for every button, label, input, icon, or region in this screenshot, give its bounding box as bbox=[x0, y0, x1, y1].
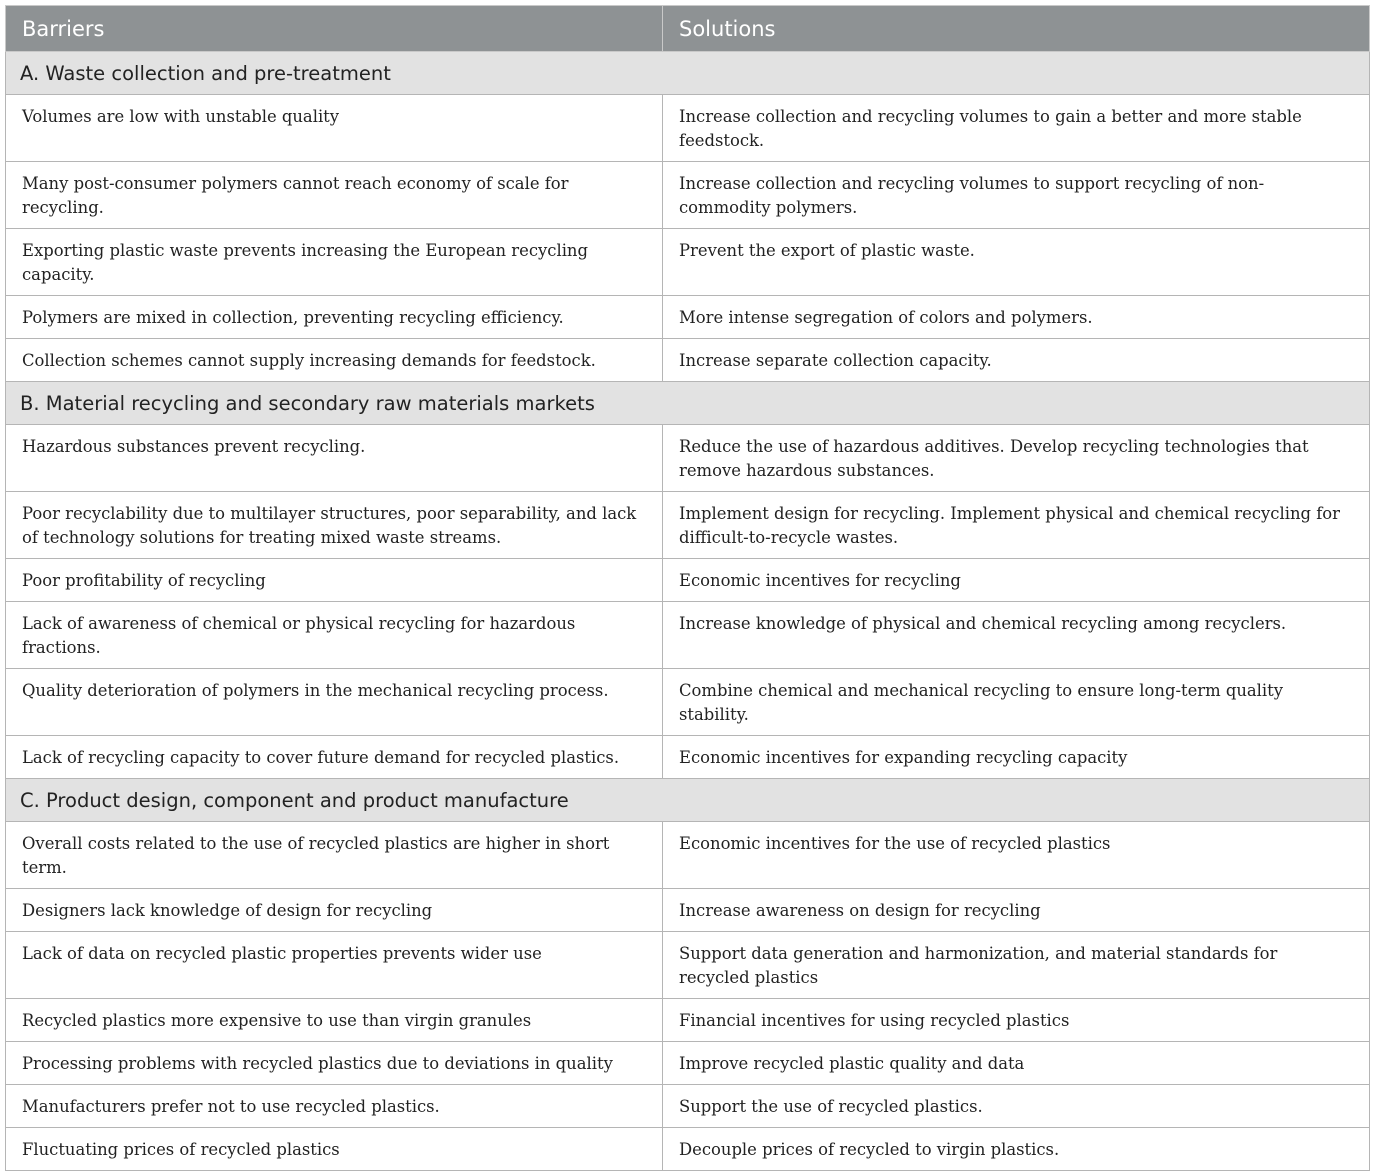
table-row bbox=[6, 889, 1370, 932]
barrier-cell: Lack of awareness of chemical or physical recycling for hazardous fractions. bbox=[6, 602, 663, 669]
table-row bbox=[6, 162, 1370, 229]
table-row bbox=[6, 559, 1370, 602]
barrier-cell: Poor profitability of recycling bbox=[6, 559, 663, 602]
solution-cell: Economic incentives for recycling bbox=[663, 559, 1370, 602]
barrier-cell: Lack of data on recycled plastic properties prevents wider use bbox=[6, 932, 663, 999]
barrier-cell: Lack of recycling capacity to cover future demand for recycled plastics. bbox=[6, 736, 663, 779]
barrier-cell: Designers lack knowledge of design for recycling bbox=[6, 889, 663, 932]
table-row bbox=[6, 669, 1370, 736]
solution-cell: Improve recycled plastic quality and data bbox=[663, 1042, 1370, 1085]
barrier-cell: Many post-consumer polymers cannot reach economy of scale for recycling. bbox=[6, 162, 663, 229]
table-row bbox=[6, 1128, 1370, 1171]
section-row bbox=[6, 779, 1370, 822]
solution-cell: Increase collection and recycling volumes to support recycling of non-commodity polymers. bbox=[663, 162, 1370, 229]
barrier-cell: Manufacturers prefer not to use recycled plastics. bbox=[6, 1085, 663, 1128]
barrier-cell: Volumes are low with unstable quality bbox=[6, 95, 663, 162]
table-row bbox=[6, 492, 1370, 559]
table-row bbox=[6, 822, 1370, 889]
table-header-row bbox=[6, 6, 1370, 52]
section-row bbox=[6, 52, 1370, 95]
table-row bbox=[6, 999, 1370, 1042]
barrier-cell: Processing problems with recycled plastics due to deviations in quality bbox=[6, 1042, 663, 1085]
solution-cell: Prevent the export of plastic waste. bbox=[663, 229, 1370, 296]
solution-cell: Increase separate collection capacity. bbox=[663, 339, 1370, 382]
barriers-solutions-table bbox=[5, 5, 1370, 1171]
header-barriers: Barriers bbox=[6, 6, 663, 52]
section-title: C. Product design, component and product manufacture bbox=[6, 779, 1370, 822]
solution-cell: Support data generation and harmonization, and material standards for recycled plastics bbox=[663, 932, 1370, 999]
solution-cell: Combine chemical and mechanical recycling to ensure long-term quality stability. bbox=[663, 669, 1370, 736]
solution-cell: Economic incentives for the use of recycled plastics bbox=[663, 822, 1370, 889]
section-title: A. Waste collection and pre-treatment bbox=[6, 52, 1370, 95]
solution-cell: Implement design for recycling. Implement physical and chemical recycling for difficult-to-recycle wastes. bbox=[663, 492, 1370, 559]
table-row bbox=[6, 1042, 1370, 1085]
barrier-cell: Recycled plastics more expensive to use than virgin granules bbox=[6, 999, 663, 1042]
barrier-cell: Collection schemes cannot supply increasing demands for feedstock. bbox=[6, 339, 663, 382]
solution-cell: Decouple prices of recycled to virgin plastics. bbox=[663, 1128, 1370, 1171]
solution-cell: Support the use of recycled plastics. bbox=[663, 1085, 1370, 1128]
table-row bbox=[6, 932, 1370, 999]
solution-cell: Increase awareness on design for recycling bbox=[663, 889, 1370, 932]
barrier-cell: Quality deterioration of polymers in the mechanical recycling process. bbox=[6, 669, 663, 736]
barrier-cell: Hazardous substances prevent recycling. bbox=[6, 425, 663, 492]
solution-cell: Financial incentives for using recycled plastics bbox=[663, 999, 1370, 1042]
solution-cell: Increase collection and recycling volumes to gain a better and more stable feedstock. bbox=[663, 95, 1370, 162]
table-row bbox=[6, 736, 1370, 779]
table-row bbox=[6, 229, 1370, 296]
table-row bbox=[6, 296, 1370, 339]
table-row bbox=[6, 339, 1370, 382]
barrier-cell: Fluctuating prices of recycled plastics bbox=[6, 1128, 663, 1171]
header-solutions: Solutions bbox=[663, 6, 1370, 52]
table-row bbox=[6, 95, 1370, 162]
table-row bbox=[6, 602, 1370, 669]
barrier-cell: Polymers are mixed in collection, preventing recycling efficiency. bbox=[6, 296, 663, 339]
solution-cell: Economic incentives for expanding recycling capacity bbox=[663, 736, 1370, 779]
section-row bbox=[6, 382, 1370, 425]
solution-cell: Increase knowledge of physical and chemical recycling among recyclers. bbox=[663, 602, 1370, 669]
table-body bbox=[6, 52, 1370, 1171]
barrier-cell: Overall costs related to the use of recycled plastics are higher in short term. bbox=[6, 822, 663, 889]
table-row bbox=[6, 1085, 1370, 1128]
table-row bbox=[6, 425, 1370, 492]
solution-cell: Reduce the use of hazardous additives. Develop recycling technologies that remove hazardous substances. bbox=[663, 425, 1370, 492]
barrier-cell: Exporting plastic waste prevents increasing the European recycling capacity. bbox=[6, 229, 663, 296]
solution-cell: More intense segregation of colors and polymers. bbox=[663, 296, 1370, 339]
barrier-cell: Poor recyclability due to multilayer structures, poor separability, and lack of technology solutions for treating mixed waste streams. bbox=[6, 492, 663, 559]
section-title: B. Material recycling and secondary raw materials markets bbox=[6, 382, 1370, 425]
table-container bbox=[5, 5, 1369, 1171]
